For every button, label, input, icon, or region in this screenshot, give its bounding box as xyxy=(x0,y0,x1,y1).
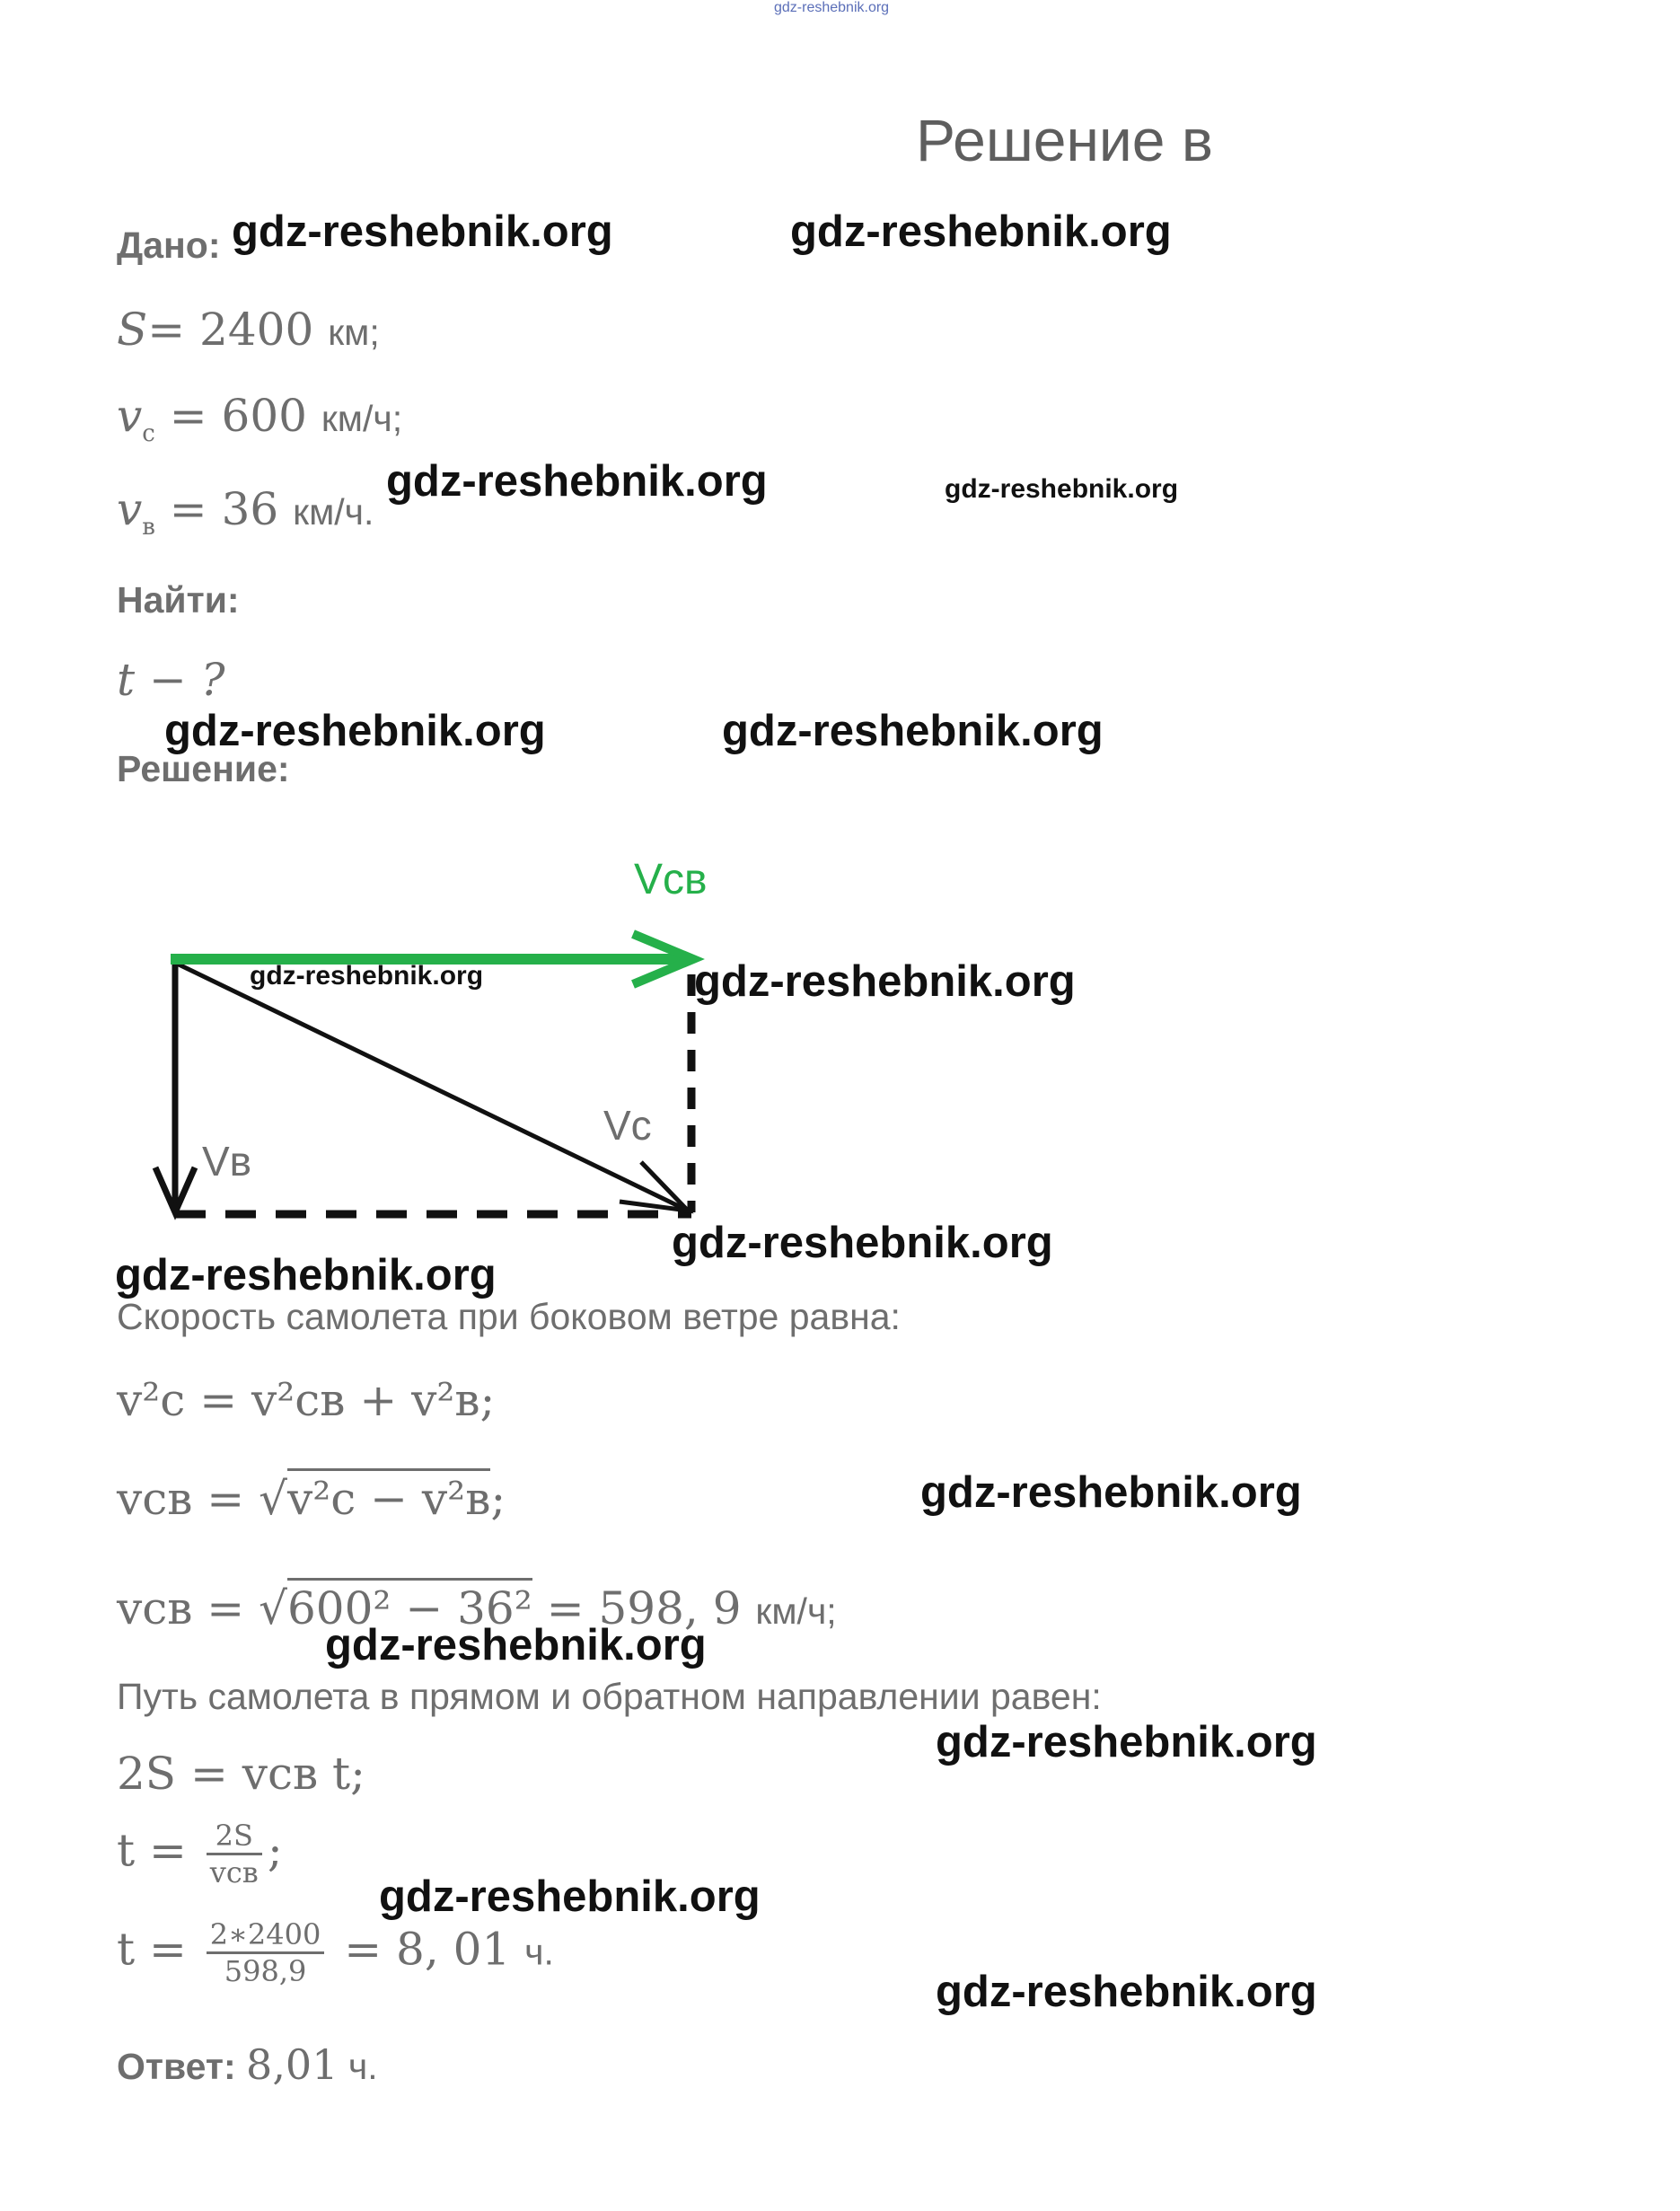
vc-unit: км/ч; xyxy=(321,398,403,439)
s-value: = 2400 xyxy=(147,304,314,356)
eq3-unit: км/ч; xyxy=(755,1590,837,1632)
watermark: gdz-reshebnik.org xyxy=(936,1968,1317,2016)
watermark: gdz-reshebnik.org xyxy=(164,707,546,755)
watermark: gdz-reshebnik.org xyxy=(672,1219,1053,1267)
eq2-lhs: vсв = xyxy=(117,1473,245,1525)
watermark: gdz-reshebnik.org xyxy=(945,474,1179,504)
eq6-rhs: = 8, 01 xyxy=(344,1923,511,1976)
speed-intro-text: Скорость самолета при боковом ветре равна: xyxy=(117,1296,901,1337)
vc-label: Vс xyxy=(603,1102,652,1149)
watermark: gdz-reshebnik.org xyxy=(250,961,484,991)
eq5-fraction xyxy=(207,1819,262,1889)
watermark: gdz-reshebnik.org xyxy=(232,207,613,256)
eq6-unit: ч. xyxy=(524,1931,554,1973)
watermark: gdz-reshebnik.org xyxy=(936,1718,1317,1766)
given-label: Дано: xyxy=(117,225,221,266)
equation-5 xyxy=(117,1819,283,1889)
eq5-end: ; xyxy=(267,1824,283,1877)
equation-6 xyxy=(117,1917,554,1988)
eq2-end: ; xyxy=(490,1473,506,1525)
equation-2: vсв = √v²с − v²в; xyxy=(117,1473,506,1525)
vb-value: = 36 xyxy=(169,483,279,535)
vc-symbol: v xyxy=(117,390,143,442)
eq3-lhs: vсв = xyxy=(117,1582,245,1634)
top-watermark: gdz-reshebnik.org xyxy=(774,0,890,15)
vb-subscript: в xyxy=(142,514,155,541)
watermark: gdz-reshebnik.org xyxy=(386,457,768,506)
equation-3: vсв = √600² − 36² = 598, 9 км/ч; xyxy=(117,1582,837,1634)
eq6-fraction xyxy=(207,1917,325,1988)
answer-value: 8,01 xyxy=(246,2040,339,2089)
watermark: gdz-reshebnik.org xyxy=(722,707,1104,755)
vb-label: Vв xyxy=(202,1138,252,1185)
find-expression: t − ? xyxy=(117,654,225,706)
solution-label: Решение: xyxy=(117,748,290,789)
watermark: gdz-reshebnik.org xyxy=(694,957,1076,1006)
eq5-numerator: 2S xyxy=(207,1819,262,1855)
eq6-lhs: t = xyxy=(117,1923,187,1976)
eq2-radicand: v²с − v²в xyxy=(287,1468,490,1525)
answer-unit: ч. xyxy=(347,2046,378,2087)
eq3-radicand: 600² − 36² xyxy=(287,1578,532,1634)
watermark: gdz-reshebnik.org xyxy=(920,1468,1302,1517)
watermark: gdz-reshebnik.org xyxy=(325,1621,707,1669)
watermark: gdz-reshebnik.org xyxy=(379,1872,761,1921)
s-symbol: S xyxy=(117,304,148,356)
eq6-numerator: 2∗2400 xyxy=(207,1917,325,1954)
s-unit: км; xyxy=(328,312,380,353)
find-label: Найти: xyxy=(117,579,240,621)
eq5-denominator: vсв xyxy=(209,1855,259,1889)
equation-1: v²с = v²св + v²в; xyxy=(117,1374,496,1426)
vc-value: = 600 xyxy=(169,390,307,442)
watermark: gdz-reshebnik.org xyxy=(115,1251,497,1299)
equation-4: 2S = vсв t; xyxy=(117,1748,365,1800)
vb-unit: км/ч. xyxy=(293,491,374,533)
eq6-denominator: 598,9 xyxy=(224,1954,307,1988)
vb-symbol: v xyxy=(117,483,143,535)
path-intro-text: Путь самолета в прямом и обратном направлении равен: xyxy=(117,1676,1102,1717)
watermark: gdz-reshebnik.org xyxy=(790,207,1172,256)
answer-line xyxy=(117,2040,378,2089)
answer-label: Ответ: xyxy=(117,2046,236,2087)
vcv-label: Vсв xyxy=(634,856,708,903)
page-title: Решение в xyxy=(916,107,1213,173)
eq5-lhs: t = xyxy=(117,1824,187,1877)
vc-subscript: с xyxy=(142,420,155,447)
eq3-rhs: = 598, 9 xyxy=(546,1582,742,1634)
